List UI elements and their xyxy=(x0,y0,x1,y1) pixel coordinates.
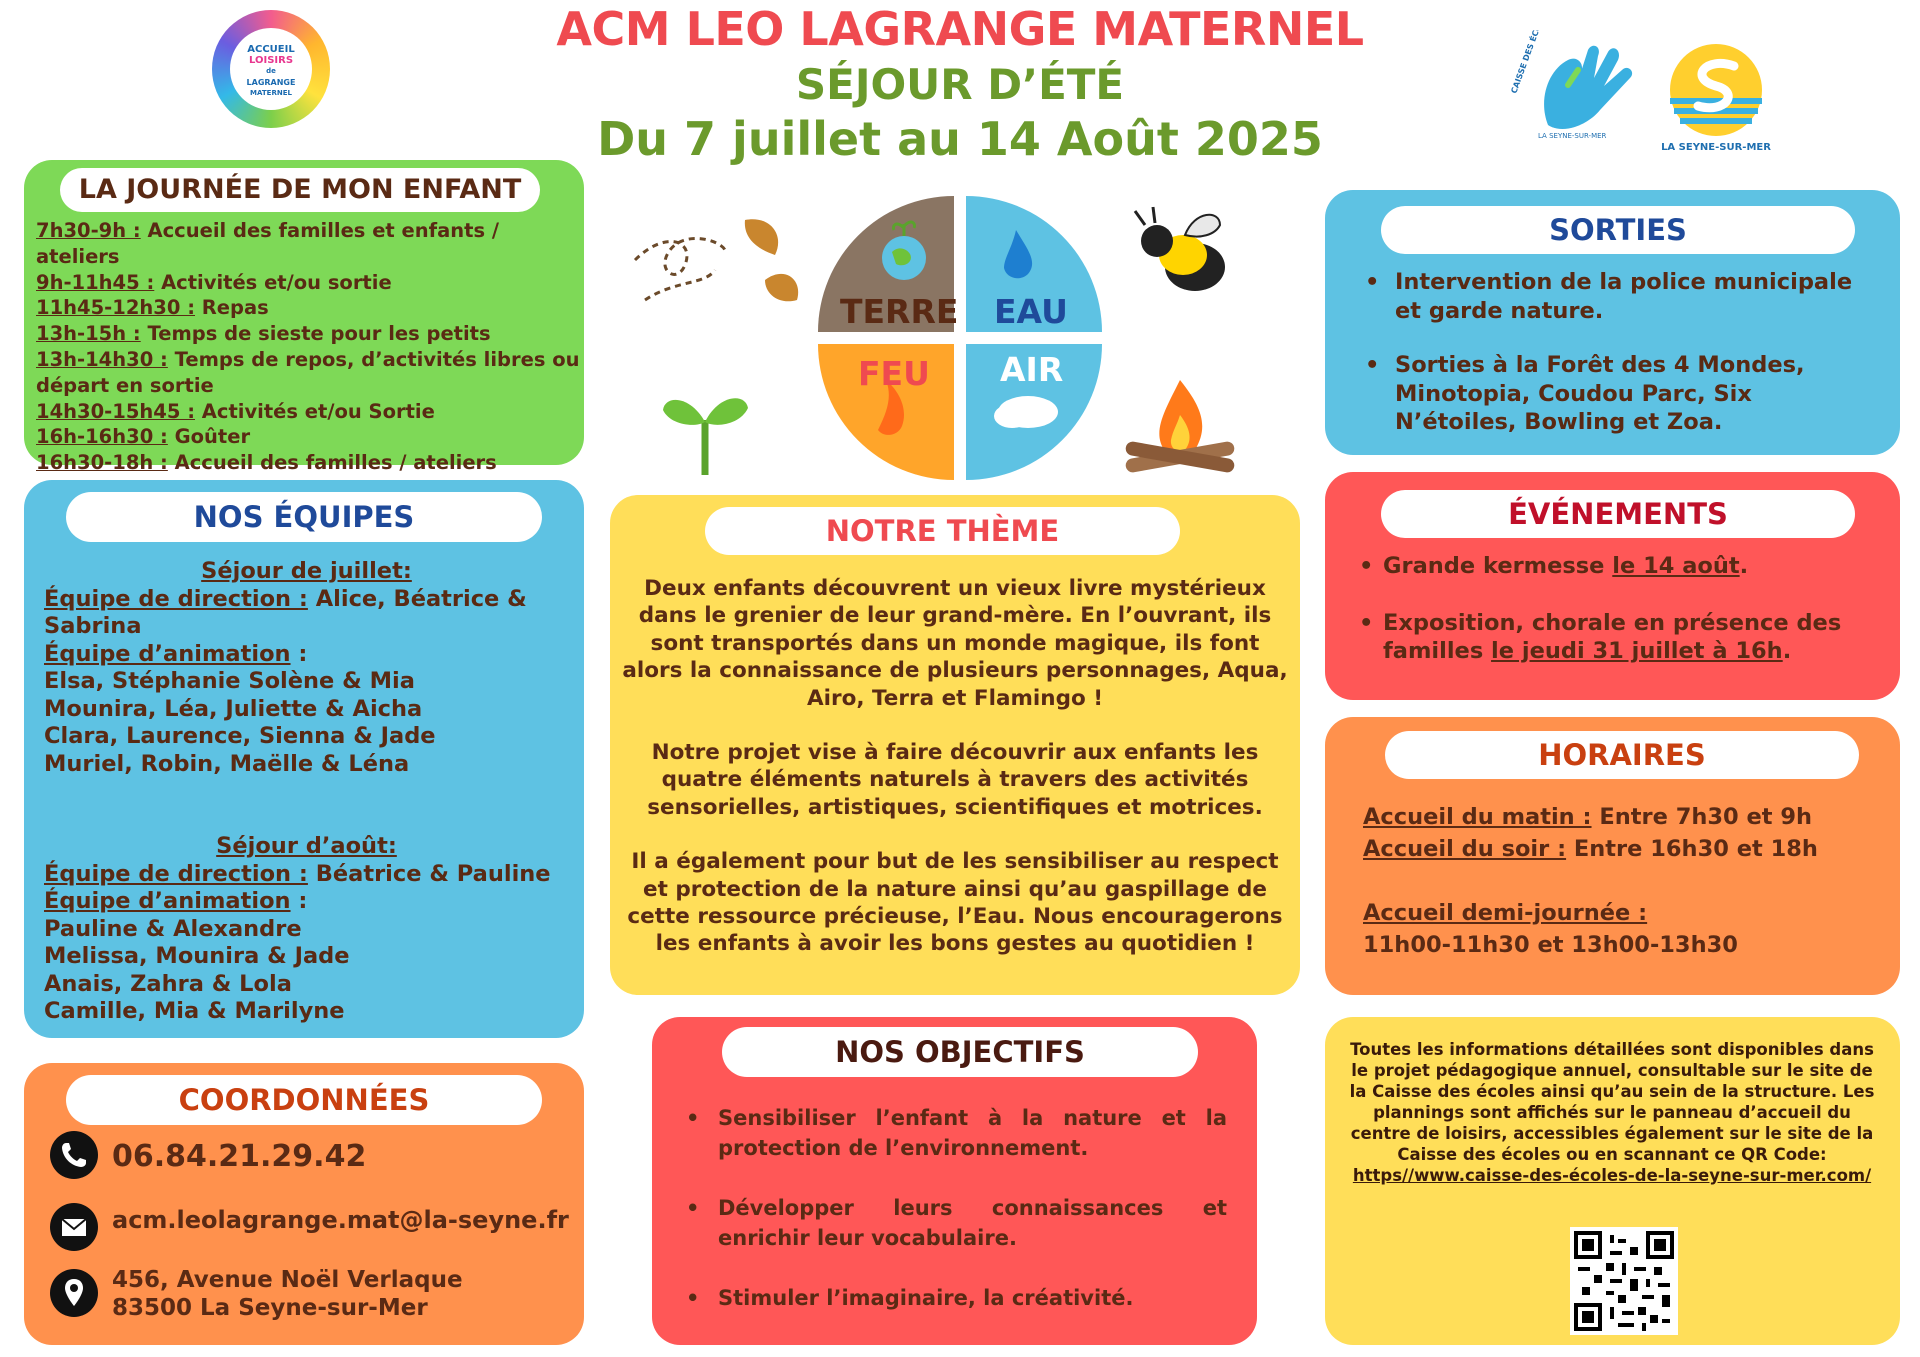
schedule-desc: Accueil des familles et enfants / ateliers xyxy=(36,219,500,268)
horaire-value: Entre 16h30 et 18h xyxy=(1566,836,1818,862)
evenements-list xyxy=(1357,552,1882,694)
event-text: Grande kermesse xyxy=(1383,553,1613,579)
equipes-body xyxy=(44,558,569,1026)
team-member-line: Melissa, Mounira & Jade xyxy=(44,943,350,969)
direction-line xyxy=(44,586,569,641)
evenement-item xyxy=(1357,552,1882,581)
equipes-title: NOS ÉQUIPES xyxy=(66,492,542,542)
sejour-aout-heading: Séjour d’août: xyxy=(216,833,397,859)
event-text: . xyxy=(1739,553,1749,579)
schedule-desc: Temps de sieste pour les petits xyxy=(140,322,491,346)
team-member-line: Clara, Laurence, Sienna & Jade xyxy=(44,723,436,749)
schedule-desc: Activités et/ou Sortie xyxy=(195,399,435,423)
bee-illustration xyxy=(1125,205,1235,315)
schedule-row xyxy=(36,424,581,450)
horaire-label: Accueil du matin : xyxy=(1363,804,1592,830)
schedule-desc: Goûter xyxy=(167,425,251,449)
terre-label: TERRE xyxy=(840,292,959,331)
journee-panel xyxy=(24,160,584,475)
event-date: le jeudi 31 juillet à 16h xyxy=(1491,638,1783,664)
logo-text: ACCUEIL xyxy=(247,44,295,55)
team-member-line: Elsa, Stéphanie Solène & Mia xyxy=(44,668,415,694)
logo-text: de xyxy=(266,67,276,75)
evenements-panel xyxy=(1325,472,1900,700)
address-line: 456, Avenue Noël Verlaque xyxy=(112,1267,463,1293)
schedule-row xyxy=(36,295,581,321)
team-member-line: Camille, Mia & Marilyne xyxy=(44,998,345,1024)
sorties-list xyxy=(1361,268,1881,463)
event-date: le 14 août xyxy=(1612,553,1740,579)
schedule-time: 13h-15h : xyxy=(36,322,141,346)
website-link[interactable]: https//www.caisse-des-écoles-de-la-seyne-sur-mer.com/ xyxy=(1352,1166,1872,1185)
animation-label: Équipe d’animation xyxy=(44,888,291,914)
objectifs-panel xyxy=(652,1017,1257,1345)
logo-text: MATERNEL xyxy=(250,89,292,97)
animation-label: Équipe d’animation xyxy=(44,640,291,667)
sortie-item: • Intervention de la police municipale et garde nature. xyxy=(1361,268,1881,325)
eau-label: EAU xyxy=(994,292,1068,331)
theme-paragraph: Deux enfants découvrent un vieux livre mystérieux dans le grenier de leur grand-mère. En l’ouvrant, ils sont transportés dans un monde magique, ils font alors la connaissance de plusieurs personnages, Aqua, Airo, Terra et Flamingo ! xyxy=(622,576,1288,711)
info-text xyxy=(1347,1039,1877,1186)
sejour-juillet-heading: Séjour de juillet: xyxy=(201,558,412,584)
horaire-label: Accueil demi-journée : xyxy=(1363,900,1648,926)
objectif-item: • Sensibiliser l’enfant à la nature et la protection de l’environnement. xyxy=(682,1103,1227,1163)
team-member-line: Muriel, Robin, Maëlle & Léna xyxy=(44,750,410,777)
email-address[interactable]: acm.leolagrange.mat@la-seyne.fr xyxy=(112,1206,569,1234)
direction-names: Alice, Béatrice & Sabrina xyxy=(44,585,527,639)
schedule-row xyxy=(36,450,581,476)
sorties-panel xyxy=(1325,190,1900,455)
horaire-line xyxy=(1363,833,1883,865)
theme-panel xyxy=(610,495,1300,995)
direction-names: Béatrice & Pauline xyxy=(307,860,551,887)
schedule-desc: Activités et/ou sortie xyxy=(154,270,392,294)
feu-label: FEU xyxy=(858,354,930,393)
logo-text: LA SEYNE-SUR-MER xyxy=(1538,132,1607,140)
event-text: Exposition, chorale en présence des familles xyxy=(1383,609,1842,664)
horaires-title: HORAIRES xyxy=(1385,731,1859,779)
schedule-row xyxy=(36,218,581,270)
logo-text: CAISSE DES ÉCOLES xyxy=(1509,30,1549,95)
logo-text: LAGRANGE xyxy=(246,78,296,87)
info-panel xyxy=(1325,1017,1900,1345)
objectif-item: • Développer leurs connaissances et enrichir leur vocabulaire. xyxy=(682,1193,1227,1253)
direction-line xyxy=(44,861,569,889)
schedule-row xyxy=(36,321,581,347)
air-label: AIR xyxy=(1000,350,1064,389)
equipes-panel xyxy=(24,480,584,1038)
direction-label: Équipe de direction : xyxy=(44,585,308,612)
journee-title: LA JOURNÉE DE MON ENFANT xyxy=(60,168,540,212)
page-title: ACM LEO LAGRANGE MATERNEL xyxy=(556,2,1364,56)
elements-wheel xyxy=(818,196,1102,480)
phone-number[interactable]: 06.84.21.29.42 xyxy=(112,1139,367,1174)
objectif-item: • Stimuler l’imaginaire, la créativité. xyxy=(682,1283,1227,1313)
theme-paragraph: Il a également pour but de les sensibiliser au respect et protection de la nature ainsi qu’au gaspillage de cette ressource précieuse, l’Eau. Nous encouragerons les enfants à avoir les bons gestes au quotidien ! xyxy=(627,849,1283,957)
schedule-time: 14h30-15h45 : xyxy=(36,399,195,423)
team-member-line: Pauline & Alexandre xyxy=(44,915,302,942)
coordonnees-panel xyxy=(24,1063,584,1345)
schedule-row xyxy=(36,347,581,399)
horaire-value: Entre 7h30 et 9h xyxy=(1591,804,1813,830)
la-seyne-logo xyxy=(1656,42,1776,162)
animation-line xyxy=(44,641,569,669)
schedule-time: 13h-14h30 : xyxy=(36,347,168,371)
sortie-item: • Sorties à la Forêt des 4 Mondes, Minotopia, Coudou Parc, Six N’étoiles, Bowling et Zoa. xyxy=(1361,351,1881,437)
page-dates: Du 7 juillet au 14 Août 2025 xyxy=(597,112,1323,166)
info-paragraph: Toutes les informations détaillées sont disponibles dans le projet pédagogique annuel, consultable sur le site de la Caisse des écoles ainsi qu’au sein de la structure. Les plannings sont affichés sur le panneau d’accueil du centre de loisirs, accessibles également sur le site de la Caisse des écoles ou en scannant ce QR Code: xyxy=(1349,1040,1875,1164)
horaire-label: Accueil du soir : xyxy=(1363,836,1567,862)
theme-title: NOTRE THÈME xyxy=(705,507,1180,555)
schedule-time: 11h45-12h30 : xyxy=(36,296,195,320)
qr-code[interactable] xyxy=(1570,1227,1678,1335)
address-line: 83500 La Seyne-sur-Mer xyxy=(112,1295,428,1321)
campfire-illustration xyxy=(1115,370,1245,480)
objectifs-list xyxy=(682,1103,1227,1343)
sprout-illustration xyxy=(660,380,750,475)
page-subtitle: SÉJOUR D’ÉTÉ xyxy=(795,60,1125,109)
logo-text: LA SEYNE-SUR-MER xyxy=(1661,142,1771,153)
schedule-desc: Temps de repos, d’activités libres ou départ en sortie xyxy=(36,347,580,397)
postal-address xyxy=(112,1266,463,1322)
event-text: . xyxy=(1782,638,1792,664)
schedule-time: 7h30-9h : xyxy=(36,219,141,242)
theme-paragraph: Notre projet vise à faire découvrir aux enfants les quatre éléments naturels à travers des activités sensorielles, artistiques, scientifiques et motrices. xyxy=(647,740,1263,820)
horaire-value: 11h00-11h30 et 13h00-13h30 xyxy=(1363,932,1738,958)
caisse-des-ecoles-logo xyxy=(1508,30,1644,150)
animation-colon: : xyxy=(290,640,308,667)
schedule-time: 9h-11h45 : xyxy=(36,270,155,294)
evenement-item xyxy=(1357,609,1882,666)
schedule-time: 16h-16h30 : xyxy=(36,425,168,449)
schedule-time: 16h30-18h : xyxy=(36,451,168,475)
mail-icon xyxy=(50,1203,98,1251)
schedule-desc: Accueil des familles / ateliers xyxy=(167,451,497,475)
team-member-line: Mounira, Léa, Juliette & Aicha xyxy=(44,695,423,722)
journee-schedule xyxy=(36,218,581,476)
schedule-row xyxy=(36,270,581,296)
objectifs-title: NOS OBJECTIFS xyxy=(722,1027,1198,1077)
animation-colon: : xyxy=(290,888,308,914)
horaire-line xyxy=(1363,801,1883,833)
theme-text xyxy=(620,575,1290,958)
sorties-title: SORTIES xyxy=(1381,206,1855,254)
horaires-panel xyxy=(1325,717,1900,995)
animation-line xyxy=(44,888,569,916)
phone-icon xyxy=(50,1131,98,1179)
team-member-line: Anais, Zahra & Lola xyxy=(44,970,292,997)
accueil-loisirs-logo xyxy=(212,10,330,128)
horaires-body xyxy=(1363,801,1883,961)
location-icon xyxy=(50,1269,98,1317)
coordonnees-title: COORDONNÉES xyxy=(66,1075,542,1125)
schedule-row xyxy=(36,399,581,425)
direction-label: Équipe de direction : xyxy=(44,860,308,887)
evenements-title: ÉVÉNEMENTS xyxy=(1381,490,1855,538)
wind-leaves-illustration xyxy=(625,210,805,330)
schedule-desc: Repas xyxy=(195,296,269,320)
logo-text: LOISIRS xyxy=(248,55,294,66)
